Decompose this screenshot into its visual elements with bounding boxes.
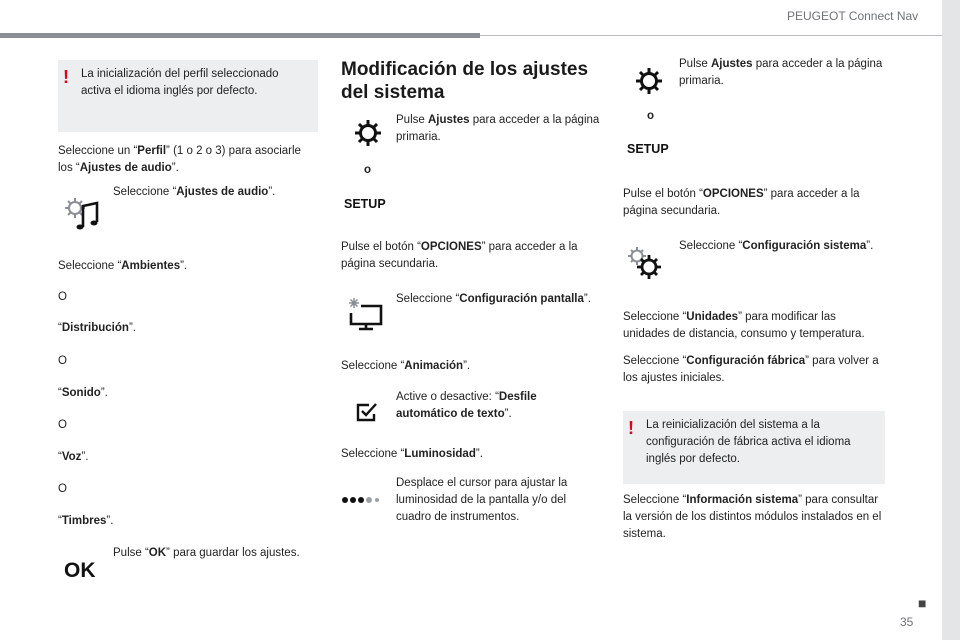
info-note — [623, 411, 885, 484]
header-bar — [0, 33, 480, 38]
checkbox-icon — [356, 402, 378, 422]
page-number: 35 — [900, 615, 914, 629]
header-title: PEUGEOT Connect Nav — [787, 9, 919, 23]
paragraph-units: Seleccione “Unidades” para modificar las unidades de distancia, consumo y temperatura. — [623, 311, 865, 340]
side-strip — [942, 0, 960, 640]
paragraph-options: Pulse el botón “OPCIONES” para acceder a la página secundaria. — [341, 241, 578, 270]
paragraph-timbres: “Timbres”. — [58, 515, 114, 527]
paragraph-settings: Pulse Ajustes para acceder a la página primaria. — [396, 114, 600, 143]
section-title: Modificación de los ajustes del sistema — [341, 59, 589, 103]
continue-mark: ■ — [918, 595, 927, 611]
paragraph-system: Seleccione “Configuración sistema”. — [679, 240, 874, 252]
or-text: O — [58, 355, 67, 367]
or-text: O — [58, 291, 67, 303]
settings-gear-icon — [634, 66, 664, 96]
warning-icon: ! — [63, 67, 69, 87]
system-settings-icon — [624, 244, 664, 280]
or-text: O — [58, 419, 67, 431]
paragraph-voz: “Voz”. — [58, 451, 89, 463]
paragraph-ok: Pulse “OK” para guardar los ajustes. — [113, 547, 300, 559]
or-text: o — [364, 164, 372, 176]
note-text: La inicialización del perfil seleccionado activa el idioma inglés por defecto. — [81, 68, 279, 97]
or-text: O — [58, 483, 67, 495]
paragraph-factory: Seleccione “Configuración fábrica” para volver a los ajustes iniciales. — [623, 355, 879, 384]
or-text: o — [647, 110, 655, 122]
note-text: La reinicialización del sistema a la configuración de fábrica activa el idioma inglés por defecto. — [646, 419, 851, 465]
warning-icon: ! — [628, 418, 634, 438]
paragraph-scroll: Active o desactive: “Desfile automático de texto”. — [396, 391, 537, 420]
display-settings-icon — [345, 296, 385, 332]
paragraph-display: Seleccione “Configuración pantalla”. — [396, 293, 591, 305]
paragraph-brightness: Seleccione “Luminosidad”. — [341, 448, 483, 460]
paragraph-sonido: “Sonido”. — [58, 387, 108, 399]
paragraph-audio: Seleccione “Ajustes de audio”. — [113, 186, 276, 198]
paragraph-distribucion: “Distribución”. — [58, 322, 136, 334]
paragraph-animation: Seleccione “Animación”. — [341, 360, 471, 372]
setup-button-label: SETUP — [627, 142, 669, 156]
audio-settings-icon — [61, 194, 103, 232]
paragraph-ambientes: Seleccione “Ambientes”. — [58, 260, 188, 272]
paragraph-slider: Desplace el cursor para ajustar la luminosidad de la pantalla y/o del cuadro de instrumentos. — [396, 477, 568, 523]
paragraph-options: Pulse el botón “OPCIONES” para acceder a la página secundaria. — [623, 188, 860, 217]
header-rule — [480, 35, 942, 36]
ok-button-label: OK — [64, 559, 96, 582]
paragraph-settings: Pulse Ajustes para acceder a la página primaria. — [679, 58, 883, 87]
setup-button-label: SETUP — [344, 197, 386, 211]
info-note — [58, 60, 318, 132]
paragraph-info: Seleccione “Información sistema” para consultar la versión de los distintos módulos instalados en el sistema. — [623, 494, 882, 540]
paragraph-profile: Seleccione un “Perfil” (1 o 2 o 3) para asociarle los “Ajustes de audio”. — [58, 145, 301, 174]
settings-gear-icon — [353, 118, 383, 148]
brightness-slider-icon — [341, 495, 379, 505]
